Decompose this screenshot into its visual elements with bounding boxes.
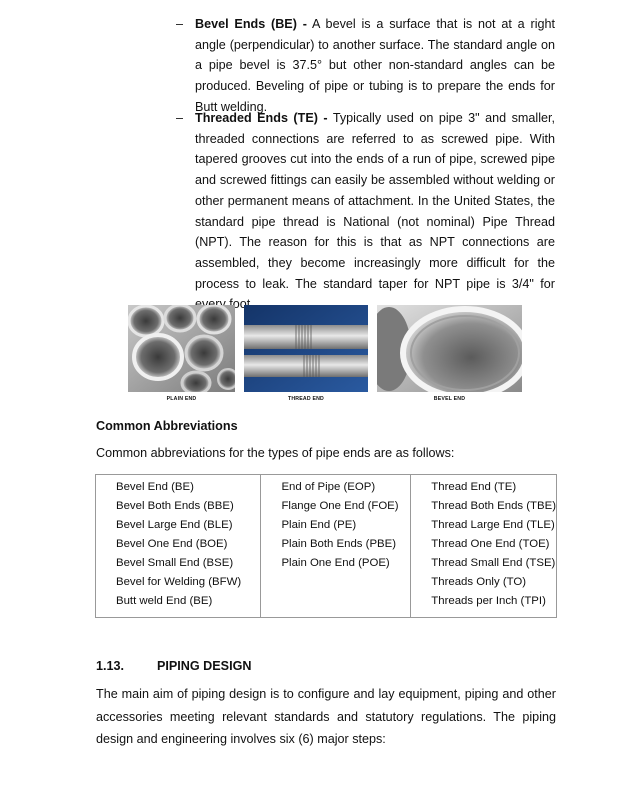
abbreviation-item: Plain One End (POE) xyxy=(281,557,390,569)
plain-end-caption: PLAIN END xyxy=(166,396,197,402)
abbreviation-item: Bevel Both Ends (BBE) xyxy=(116,500,234,512)
section-title: PIPING DESIGN xyxy=(157,659,252,673)
abbreviations-heading: Common Abbreviations xyxy=(96,419,238,433)
bevel-ends-term: Bevel Ends (BE) - xyxy=(195,17,307,31)
threaded-ends-term: Threaded Ends (TE) - xyxy=(195,111,328,125)
threaded-ends-paragraph xyxy=(195,108,555,315)
abbreviation-item: Thread Small End (TSE) xyxy=(431,557,556,569)
abbreviation-item: Bevel End (BE) xyxy=(116,481,194,493)
abbreviation-item: Butt weld End (BE) xyxy=(116,595,213,607)
bevel-end-caption: BEVEL END xyxy=(433,396,466,402)
abbreviation-item: Plain Both Ends (PBE) xyxy=(281,538,397,550)
abbreviation-item: Bevel for Welding (BFW) xyxy=(116,576,242,588)
abbreviation-item: Thread End (TE) xyxy=(431,481,517,493)
abbreviation-item: Bevel Small End (BSE) xyxy=(116,557,234,569)
abbreviation-item: Plain End (PE) xyxy=(281,519,357,531)
abbreviation-item: End of Pipe (EOP) xyxy=(281,481,376,493)
abbreviation-item: Threads per Inch (TPI) xyxy=(431,595,546,607)
bullet-dash: – xyxy=(176,17,184,31)
bevel-ends-text: A bevel is a surface that is not at a right angle (perpendicular) to another surface. The standard angle on a pipe bevel is 37.5° but other non-standard angles can be produced. Beveling of pipe or tubing is to prepare the ends for Butt welding. xyxy=(195,17,555,114)
abbreviations-column-bevel xyxy=(96,475,261,618)
abbreviation-item: Thread Large End (TLE) xyxy=(431,519,555,531)
section-number: 1.13. xyxy=(96,659,125,673)
abbreviation-item: Bevel One End (BOE) xyxy=(116,538,228,550)
section-body: The main aim of piping design is to configure and lay equipment, piping and other accessories meeting relevant standards and statutory regulations. The piping design and engineering involves six (6) major steps: xyxy=(96,687,556,746)
plain-end-photo xyxy=(128,305,235,392)
abbreviations-table xyxy=(95,474,557,618)
bevel-ends-paragraph xyxy=(195,14,555,118)
thread-end-caption: THREAD END xyxy=(287,396,324,402)
abbreviations-column-plain xyxy=(261,475,411,618)
abbreviation-item: Thread Both Ends (TBE) xyxy=(431,500,556,512)
abbreviation-item: Thread One End (TOE) xyxy=(431,538,550,550)
thread-end-photo xyxy=(244,305,368,392)
abbreviation-item: Bevel Large End (BLE) xyxy=(116,519,233,531)
abbreviations-intro: Common abbreviations for the types of pipe ends are as follows: xyxy=(96,446,455,460)
threaded-ends-text: Typically used on pipe 3" and smaller, threaded connections are referred to as screwed pipe. With tapered grooves cut into the ends of a run of pipe, screwed pipe and screwed fittings can easily be assembled without welding or other permanent means of attachment. In the United States, the standard pipe thread is National (not nominal) Pipe Thread (NPT). The reason for this is that as NPT connections are assembled, they become increasingly more difficult for the process to leak. The standard taper for NPT pipe is 3/4" for foot. xyxy=(195,111,555,312)
abbreviation-item: Flange One End (FOE) xyxy=(281,500,399,512)
bullet-dash: – xyxy=(176,111,184,125)
abbreviations-column-thread xyxy=(411,475,557,618)
abbreviation-item: Threads Only (TO) xyxy=(431,576,527,588)
bevel-end-photo xyxy=(377,305,522,392)
